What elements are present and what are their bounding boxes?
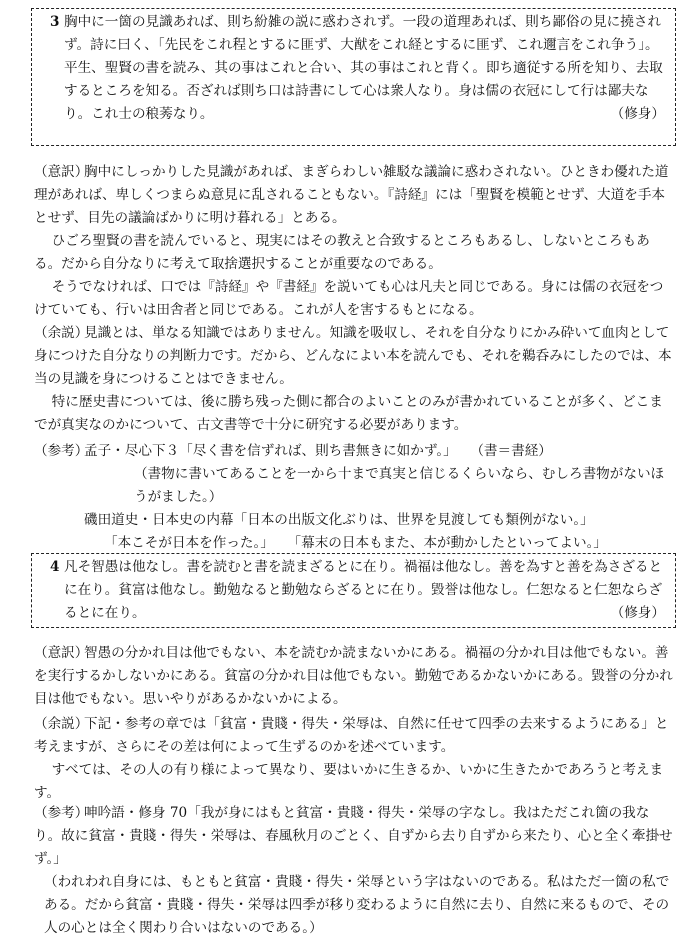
verse-source: （修身） <box>610 605 665 621</box>
verse-box-4 <box>31 553 676 628</box>
reference-line: 孟子・尽心下３「尽く書を信ずれば、則ち書無きに如かず。」 <box>84 443 450 459</box>
translation-section-1 <box>34 161 674 322</box>
verse-number: 4 <box>50 559 60 575</box>
commentary-section-1 <box>34 322 674 437</box>
verse-body: 胸中に一箇の見識あれば、則ち紛雑の説に惑わされず。一段の道理あれば、則ち鄙俗の見に撓されず。詩に曰く、「先民をこれ程とするに匪ず、大猷をこれ経とするに匪ず、これ邇言をこれ争う」。平生、聖賢の書を読み、其の事はこれと合い、其の事はこれと背く。即ち適従する所を知り、去取するところを知る。否ざれば則ち口は詩書にして心は衆人なり。身は儒の衣冠にして行は鄙夫なり。これ士の稂莠なり。 <box>64 14 663 122</box>
reference-section-2 <box>34 802 674 940</box>
section-tag: （余説） <box>34 325 89 341</box>
reference-note: （書＝書経） <box>477 443 552 459</box>
verse-text <box>64 556 665 625</box>
translation-para: 智愚の分かれ目は他でもない、本を読むか読まないかにある。禍福の分かれ目は他でもない。善を実行するかしないかにある。貧富の分かれ目は他でもない。勤勉であるかないかにある。毀誉の分かれ目は他でもない。思いやりがあるかないかによる。 <box>34 645 673 707</box>
section-tag: （参考） <box>34 443 89 459</box>
translation-para: ひごろ聖賢の書を読んでいると、現実にはその教えと合致するところもあるし、しないところもある。だから自分なりに考えて取捨選択することが重要なのである。 <box>34 233 650 272</box>
translation-para: そうでなければ、口では『詩経』や『書経』を説いても心は凡夫と同じである。身には儒の衣冠をつけていても、行いは田舎者と同じである。これが人を害するもとになる。 <box>34 279 664 318</box>
reference-line: （書物に書いてあることを一から十まで真実と信じるくらいなら、むしろ書物がないほうがました。） <box>134 466 665 505</box>
reference-section-1 <box>34 440 674 555</box>
verse-body: 凡そ智愚は他なし。書を読むと書を読まざるとに在り。禍福は他なし。善を為すと善を為さざるとに在り。貧富は他なし。勤勉なると勤勉ならざるとに在り。毀誉は他なし。仁恕なると仁恕ならざるとに在り。 <box>64 559 663 621</box>
reference-para: 呻吟語・修身 70「我が身にはもと貧富・貴賤・得失・栄辱の字なし。我はただこれ箇の我なり。故に貧富・貴賤・得失・栄辱は、春風秋月のごとく、自ずから去り自ずから来たり、心と全く牽掛せず。」 <box>34 805 673 867</box>
commentary-section-2 <box>34 713 674 805</box>
commentary-para: 見識とは、単なる知識ではありません。知識を吸収し、それを自分なりにかみ砕いて血肉として身につけた自分なりの判断力です。だから、どんなによい本を読んでも、それを鵜呑みにしたのでは、本当の見識を身につけることはできません。 <box>34 325 672 387</box>
section-tag: （参考） <box>34 805 89 821</box>
verse-text <box>64 11 665 126</box>
reference-para: （われわれ自身には、もともと貧富・貴賤・得失・栄辱という字はないのである。私はただ一箇の私である。だから貧富・貴賤・得失・栄辱は四季が移り変わるように自然に去り、自然に来るもので、その人の心とは全く関わり合いはないのである。） <box>44 874 670 936</box>
commentary-para: すべては、その人の有り様によって異なり、要はいかに生きるか、いかに生きたかであろうと考えます。 <box>34 762 664 801</box>
section-tag: （意訳） <box>34 645 89 661</box>
commentary-para: 特に歴史書については、後に勝ち残った側に都合のよいことのみが書かれていることが多く、どこまでが真実なのかについて、古文書等で十分に研究する必要があります。 <box>34 394 663 433</box>
section-tag: （余説） <box>34 716 89 732</box>
section-tag: （意訳） <box>34 164 89 180</box>
reference-line: 磯田道史・日本史の内幕「日本の出版文化ぶりは、世界を見渡しても類例がない。」 <box>84 512 594 528</box>
commentary-para: 下記・参考の章では「貧富・貴賤・得失・栄辱は、自然に任せて四季の去来するようにある」と考えますが、さらにその差は何によって生ずるのかを述べています。 <box>34 716 669 755</box>
verse-source: （修身） <box>610 106 665 122</box>
translation-section-2 <box>34 642 674 711</box>
verse-number: 3 <box>50 14 60 30</box>
translation-para: 胸中にしっかりした見識があれば、まぎらわしい雑駁な議論に惑わされない。ひときわ優れた道理があれば、卑しくつまらぬ意見に乱されることもない。『詩経』には「聖賢を模範とせず、大道を手本とせず、目先の議論ばかりに明け暮れる」とある。 <box>34 164 669 226</box>
reference-quote: 「本こそが日本を作った。」 <box>104 535 268 551</box>
reference-quote: 「幕末の日本もまた、本が動かしたといってよい。」 <box>294 535 607 551</box>
verse-box-3 <box>31 8 676 146</box>
